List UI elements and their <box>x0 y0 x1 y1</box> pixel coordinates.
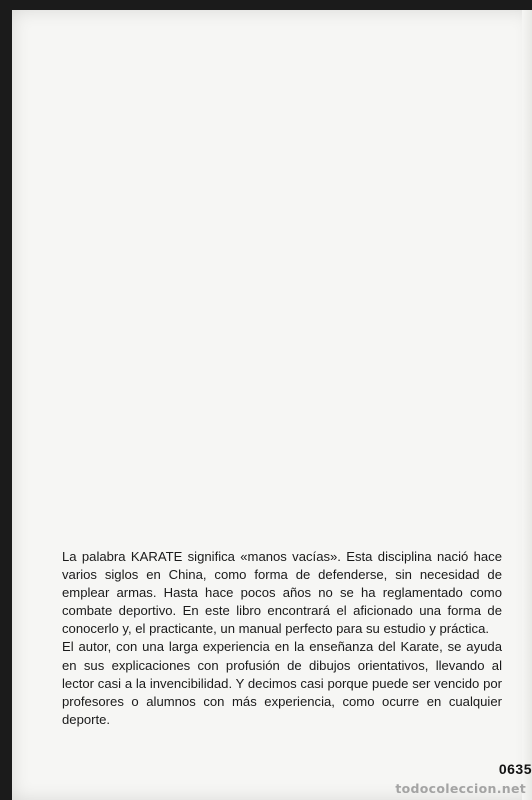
cover-edge <box>522 10 532 800</box>
blurb-paragraph-1: La palabra KARATE significa «manos vacías». Esta disciplina nació hace varios siglos en China, como forma de defenderse, sin necesidad de emplear armas. Hasta hace pocos años no se ha reglamentado como combate deportivo. En este libro encontrará el aficionado una forma de conocerlo y, el practicante, un manual perfecto para su estudio y práctica. <box>62 549 502 637</box>
watermark-logo: todocoleccion.net <box>395 781 526 796</box>
catalog-number: 0635 <box>498 761 532 777</box>
blurb-paragraph-2: El autor, con una larga experiencia en la enseñanza del Karate, se ayuda en sus explicaciones con profusión de dibujos orientativos, llevando al lector casi a la invencibilidad. Y decimos casi porque puede ser vencido por profesores o alumnos con más experiencia, como ocurre en cualquier deporte. <box>62 639 502 727</box>
back-cover-blurb <box>62 548 502 729</box>
book-back-cover <box>12 10 532 800</box>
